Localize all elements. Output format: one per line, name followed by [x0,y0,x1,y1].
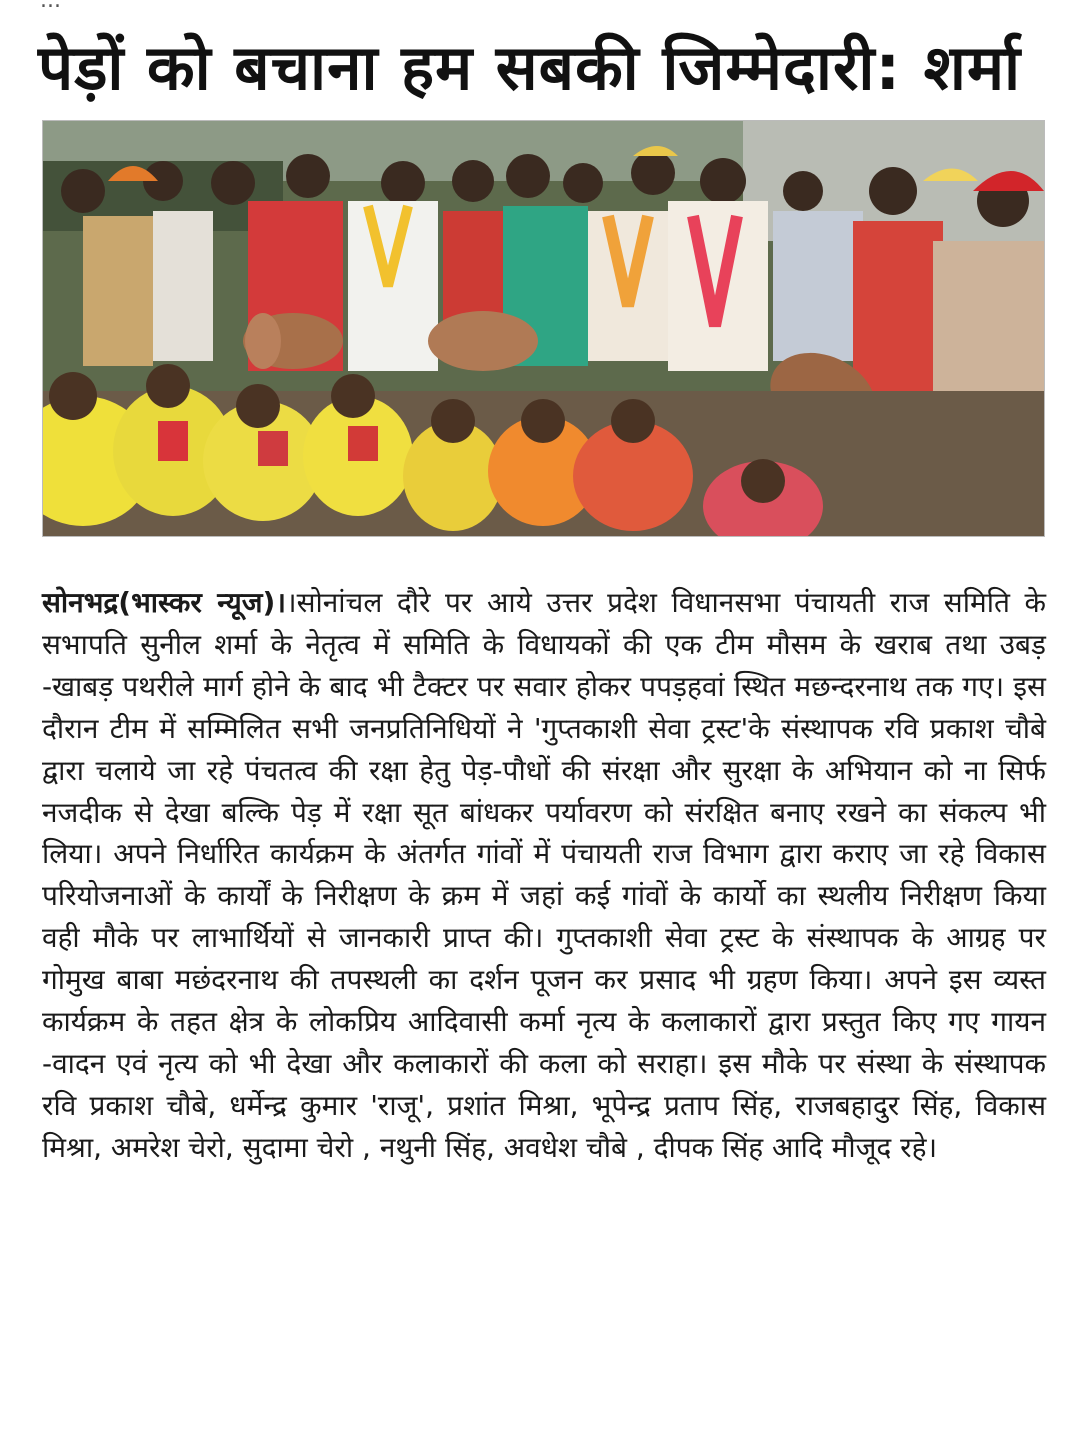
headline: पेड़ों को बचाना हम सबकी जिम्मेदारी: शर्मा [38,31,1022,104]
news-photo [42,120,1045,537]
article-body [42,582,1046,1169]
article-text: ।सोनांचल दौरे पर आये उत्तर प्रदेश विधानसभा पंचायती राज समिति के सभापति सुनील शर्मा के नेतृत्व में समिति के विधायकों की एक टीम मौसम के खराब तथा उबड़ -खाबड़ पथरीले मार्ग होने के बाद भी टैक्टर पर सवार होकर पपड़हवां स्थित मछन्दरनाथ तक गए। इस दौरान टीम में सम्मिलित सभी जनप्रतिनिधियों ने 'गुप्तकाशी सेवा ट्रस्ट'के संस्थापक रवि प्रकाश चौबे द्वारा चलाये जा रहे पंचतत्व की रक्षा हेतु पेड़-पौधों की संरक्षा और सुरक्षा के अभियान को ना सिर्फ नजदीक से देखा बल्कि पेड़ में रक्षा सूत बांधकर पर्यावरण को संरक्षित बनाए रखने का संकल्प भी लिया। अपने निर्धारित कार्यक्रम के अंतर्गत गांवों में पंचायती राज विभाग द्वारा कराए जा रहे विकास परियोजनाओं के कार्यों के निरीक्षण के क्रम में जहां कई गांवों के कार्यो का स्थलीय निरीक्षण किया वही मौके पर लाभार्थियों से जानकारी प्राप्त की। गुप्तकाशी सेवा ट्रस्ट के संस्थापक के आग्रह पर गोमुख बाबा मछंदरनाथ की तपस्थली का दर्शन पूजन कर प्रसाद भी ग्रहण किया। अपने इस व्यस्त कार्यक्रम के तहत क्षेत्र के लोकप्रिय आदिवासी कर्मा नृत्य के कलाकारों द्वारा प्रस्तुत किए गए गायन -वादन एवं नृत्य को भी देखा और कलाकारों की कला को सराहा। इस मौके पर संस्था के संस्थापक रवि प्रकाश चौबे, धर्मेन्द्र कुमार 'राजू', प्रशांत मिश्रा, भूपेन्द्र प्रताप सिंह, राजबहादुर सिंह, विकास मिश्रा, अमरेश चेरो, सुदामा चेरो , नथुनी सिंह, अवधेश चौबे , दीपक सिंह आदि मौजूद रहे। [42,586,1046,1164]
clipped-previous-article-line [40,0,1040,10]
photo-karma-dance-gathering-icon [43,121,1044,536]
article-dateline: सोनभद्र(भास्कर न्यूज)। [42,586,286,619]
